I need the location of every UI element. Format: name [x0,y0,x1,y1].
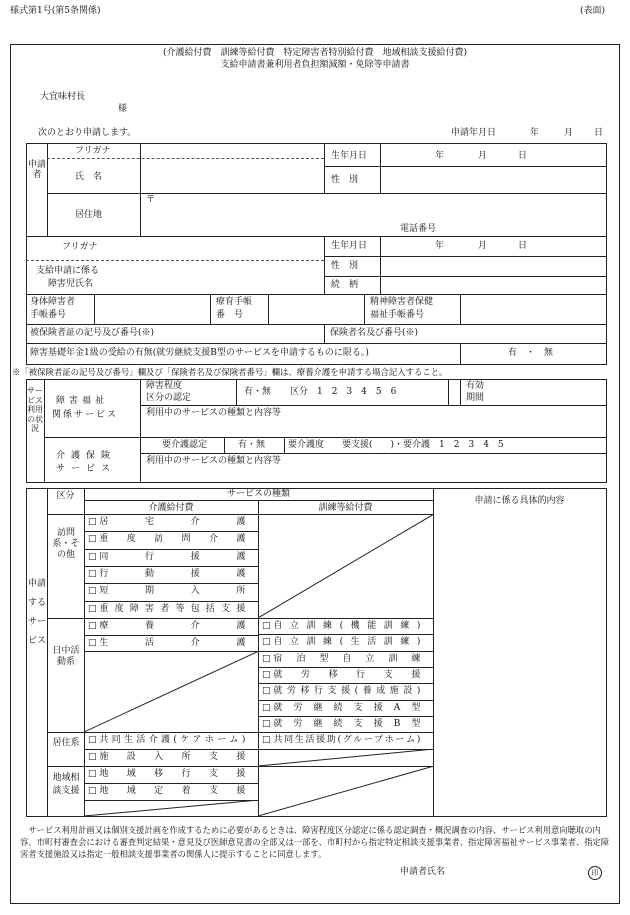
rule [26,143,27,364]
rule [284,437,285,453]
child-label-1: 支給申請に係る [36,266,100,276]
service-label: 自立訓練(生活訓練) [273,637,421,648]
group-res: 居住系 [52,738,80,748]
slash-community [84,800,259,816]
service-label: 行動援護 [99,568,246,579]
applicant-sex-label: 性 別 [331,175,359,185]
apply-month: 月 [564,128,574,138]
service-label: 短期入所 [99,586,246,597]
care-cert: 要介護認定 [162,440,208,450]
checkbox-icon[interactable]: □ [88,568,100,579]
child-year: 年 [435,241,445,251]
rule [140,193,141,236]
service-label: 就労移行支援(養成施設) [273,686,421,697]
rule [26,343,607,344]
valid-line2: 期間 [466,393,485,403]
applicant-day: 日 [518,151,528,161]
rule [258,651,433,652]
title-line1: (介護給付費 訓練等給付費 特定障害者特別給付費 地域相談支援給付費) [162,48,468,58]
rule [324,324,325,343]
rule [140,379,141,482]
mental-handbook-2: 福祉手帳番号 [370,310,425,320]
request-section-label: 申請するサービス [28,579,47,646]
service-label: 就労移行支援 [273,669,421,680]
rule [324,276,606,277]
rule [324,143,325,193]
rule [84,566,258,567]
rule [380,143,381,193]
rule [84,601,258,602]
rule [606,379,607,482]
mental-handbook-1: 精神障害者保健 [370,297,434,307]
rule [460,343,461,364]
rule [236,379,237,405]
note: ※「被保険者証の記号及び番号」欄及び「保険者名及び保険者番号」欄は、療養介護を申請する場合記入すること。 [12,367,448,377]
rule [26,488,27,816]
seal-mark: 印 [588,866,602,880]
applicant-section-label: 申請者 [28,160,47,180]
usage-section-label: サービス利用の状況 [27,386,43,433]
service-checkbox-row[interactable] [262,637,427,648]
checkbox-icon[interactable]: □ [88,752,100,762]
care-levels: 要支援( )・要介護 1 2 3 4 5 [342,440,504,450]
rule [44,437,606,438]
checkbox-icon[interactable]: □ [88,786,100,796]
degree-kubun: 区分 1 2 3 4 5 6 [290,387,397,397]
rule [47,143,48,236]
valid-line1: 有効 [466,381,485,391]
checkbox-icon[interactable]: □ [88,637,100,648]
sama: 様 [118,104,128,114]
service-label: 地域定着支援 [99,786,246,796]
rule [26,294,607,295]
rehab-handbook-2: 番 号 [216,310,244,320]
service-checkbox-row[interactable] [262,654,427,665]
slash-visit [258,514,434,618]
applicant-name-label: 氏 名 [75,172,103,182]
service-checkbox-row[interactable] [88,569,252,580]
care-current: 利用中のサービスの種類と内容等 [146,456,282,466]
service-checkbox-row[interactable] [88,604,252,615]
rule [84,583,258,584]
welfare-line1: 障害福祉 [56,396,109,406]
rule [26,143,607,144]
checkbox-icon[interactable]: □ [262,702,274,713]
group-community: 地域相談支援 [52,773,80,796]
pension-label: 障害基礎年金1級の受給の有無(就労継続支援B型のサービスを申請するものに限る。) [30,348,369,358]
welfare-line2: 関係サービス [52,410,119,420]
recipient: 大宜味村長 [40,92,86,102]
applicant-furigana-label: フリガナ [75,146,111,156]
phone-label: 電話番号 [400,224,437,234]
rule [224,437,225,453]
title-line2: 支給申請書兼利用者負担額減額・免除等申請書 [220,60,410,70]
insurer-label: 保険者名及び番号(※) [330,328,419,338]
rule [324,166,606,167]
checkbox-icon[interactable]: □ [262,686,274,697]
service-checkbox-row[interactable] [88,534,252,545]
rule [47,732,433,733]
welfare-current: 利用中のサービスの種類と内容等 [146,408,282,418]
checkbox-icon[interactable]: □ [88,621,100,631]
checkbox-icon[interactable]: □ [88,769,100,779]
kunren-header: 訓練等給付費 [318,503,373,513]
rule [258,667,433,668]
service-checkbox-row[interactable] [88,735,252,746]
service-label: 共同生活介護(ケアホーム) [99,735,246,745]
rule [460,379,461,405]
rule [94,294,95,324]
rule [606,143,607,364]
consent-text: サービス利用計画又は個別支援計画を作成するために必要があるときは、障害程度区分認定に係る認定調査・概況調査の内容、サービス利用意向聴取の内容、市町村審査会における審査判定結果・意見及び医師意見書の全部又は一部を、市町村から指定特定相談支援事業者、指定障害福祉サービス事業者、指定障害者支援施設又は指定一般相談支援事業者の関係人に提示することに同意します。 [20,825,610,859]
rule [84,749,258,750]
service-checkbox-row[interactable] [88,752,252,763]
rule [324,256,606,257]
applicant-year: 年 [435,151,445,161]
service-label: 自立訓練(機能訓練) [273,621,421,631]
service-label: 地域移行支援 [99,769,246,779]
form-number: 様式第1号(第5条関係) [10,6,101,16]
service-checkbox-row[interactable] [88,638,252,649]
service-label: 重度障害者等包括支援 [99,603,246,614]
apply-date-label: 申請年月日 [451,128,497,138]
care-line1: 介護保険 [56,451,117,461]
service-checkbox-row[interactable] [88,552,252,563]
rule [84,549,258,550]
rule [84,531,258,532]
service-checkbox-row[interactable] [262,703,427,714]
side-label: (表面) [580,6,606,16]
checkbox-icon[interactable]: □ [88,586,100,597]
checkbox-icon[interactable]: □ [262,637,274,648]
rule [47,618,433,619]
service-checkbox-row[interactable] [262,719,427,730]
checkbox-icon[interactable]: □ [88,534,100,545]
service-checkbox-row[interactable] [88,769,252,780]
physical-handbook-2: 手帳番号 [30,310,67,320]
apply-day: 日 [594,128,604,138]
group-visit: 訪問系・その他 [52,528,80,560]
rule [26,379,607,380]
physical-handbook-1: 身体障害者 [30,297,76,307]
service-checkbox-row[interactable] [262,735,427,746]
rule [44,379,45,482]
checkbox-icon[interactable]: □ [88,517,100,527]
rule [448,379,449,405]
child-sex-label: 性 別 [331,261,359,271]
applicant-address-label: 居住地 [75,210,103,220]
applicant-birth-label: 生年月日 [331,151,368,161]
rule [258,716,433,717]
rule [84,635,258,636]
care-level-label: 要介護度 [288,440,325,450]
degree-line2: 区分の認定 [146,393,192,403]
service-checkbox-row[interactable] [262,686,427,697]
rule [210,294,211,324]
service-label: 施設入所支援 [99,752,246,762]
rule [140,405,606,406]
service-label: 重度訪問介護 [99,534,246,545]
service-label: 共同生活援助(グループホーム) [273,735,421,745]
child-month: 月 [478,241,488,251]
rule [460,294,461,324]
insured-no-label: 被保険者証の記号及び番号(※) [30,328,155,338]
checkbox-icon[interactable]: □ [88,551,100,562]
degree-line1: 障害程度 [146,381,183,391]
child-label-2: 障害児氏名 [48,279,94,289]
checkbox-icon[interactable]: □ [88,735,100,745]
service-label: 就労継続支援A型 [273,702,421,713]
rehab-handbook-1: 療育手帳 [216,297,253,307]
care-umu: 有・無 [238,440,266,450]
slash-res [258,749,434,766]
service-checkbox-row[interactable] [262,621,427,632]
rule [26,364,607,365]
rule [606,488,607,816]
child-furigana-label: フリガナ [62,242,98,252]
rule [47,193,606,194]
rule [26,324,607,325]
service-label: 療養介護 [99,621,246,631]
rule [324,236,325,294]
group-day: 日中活動系 [52,646,80,667]
checkbox-icon[interactable]: □ [262,621,274,631]
service-checkbox-row[interactable] [88,517,252,528]
applicant-month: 月 [478,151,488,161]
rule [258,700,433,701]
rule [84,500,433,501]
slash-community-right [258,766,434,816]
rule [84,783,258,784]
service-checkbox-row[interactable] [88,786,252,797]
rule [258,683,433,684]
service-label: 生活介護 [99,637,246,648]
rule [380,236,381,294]
rule [140,143,141,193]
service-label: 居宅介護 [99,517,246,527]
rule [364,294,365,324]
signer-label: 申請者氏名 [400,867,446,877]
service-checkbox-row[interactable] [262,670,427,681]
care-line2: サービス [56,464,117,474]
child-relation-label: 続 柄 [331,280,359,290]
service-checkbox-row[interactable] [88,586,252,597]
service-label: 同行援護 [99,551,246,562]
rule [26,482,607,483]
service-label: 宿泊型自立訓練 [273,653,421,664]
rule [26,816,607,817]
child-day: 日 [518,241,528,251]
slash-day [84,651,259,732]
checkbox-icon[interactable]: □ [88,603,100,614]
service-types-label: サービスの種類 [226,489,290,499]
apply-intro: 次のとおり申請します。 [38,128,137,138]
service-label: 就労継続支援B型 [273,718,421,729]
rule [140,453,606,454]
apply-year: 年 [530,128,540,138]
rule [258,634,433,635]
checkbox-icon[interactable]: □ [262,653,274,664]
degree-umu: 有・無 [244,387,272,397]
rule [26,236,607,237]
concrete-label: 申請に係る具体的内容 [474,496,565,506]
rule [47,158,324,159]
checkbox-icon[interactable]: □ [262,718,274,729]
kaigo-header: 介護給付費 [148,503,194,513]
child-birth-label: 生年月日 [331,241,368,251]
checkbox-icon[interactable]: □ [262,735,274,745]
rule [26,260,324,261]
postal-mark: 〒 [146,195,156,205]
checkbox-icon[interactable]: □ [262,669,274,680]
rule [268,294,269,324]
kubun-label: 区分 [56,491,75,501]
pension-yes-no: 有 ・ 無 [508,348,554,358]
service-checkbox-row[interactable] [88,621,252,632]
